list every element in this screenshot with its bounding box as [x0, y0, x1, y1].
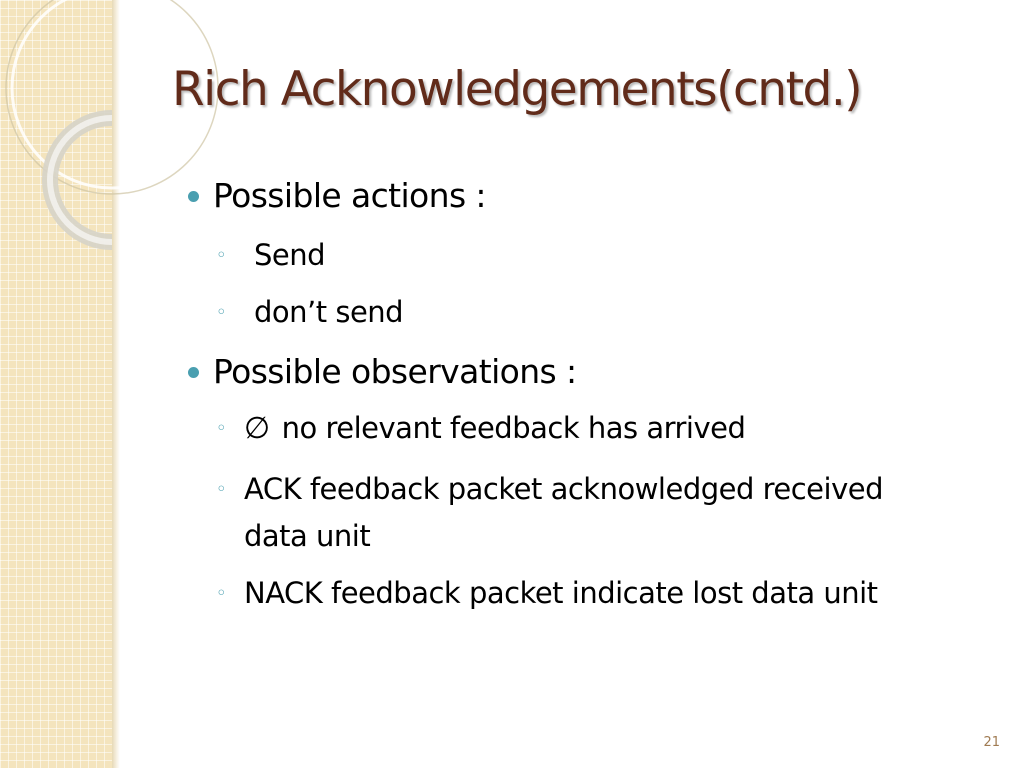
- sub-bullet-content: [244, 405, 745, 452]
- sub-bullet-text-line2: data unit: [244, 519, 371, 553]
- empty-set-symbol: ∅: [244, 411, 270, 446]
- hollow-bullet-icon: ◦: [216, 245, 227, 266]
- hollow-bullet-icon: ◦: [216, 302, 227, 323]
- slide-title: Rich Acknowledgements(cntd.): [172, 62, 862, 117]
- sub-bullet-text: NACK feedback packet indicate lost data unit: [244, 576, 878, 610]
- hollow-bullet-icon: ◦: [216, 479, 227, 500]
- sub-bullet-text: don’t send: [254, 295, 404, 329]
- sub-bullet-text: no relevant feedback has arrived: [281, 411, 746, 445]
- bullet-dot-icon: [188, 367, 199, 378]
- bullet-text: Possible observations :: [213, 352, 577, 391]
- bullet-text: Possible actions :: [213, 176, 486, 215]
- sub-bullet-text: Send: [254, 238, 326, 272]
- sub-bullet-text: ACK feedback packet acknowledged received: [244, 472, 883, 506]
- slide-number: 21: [983, 735, 1000, 750]
- hollow-bullet-icon: ◦: [216, 583, 227, 604]
- hollow-bullet-icon: ◦: [216, 418, 227, 439]
- bullet-dot-icon: [188, 191, 199, 202]
